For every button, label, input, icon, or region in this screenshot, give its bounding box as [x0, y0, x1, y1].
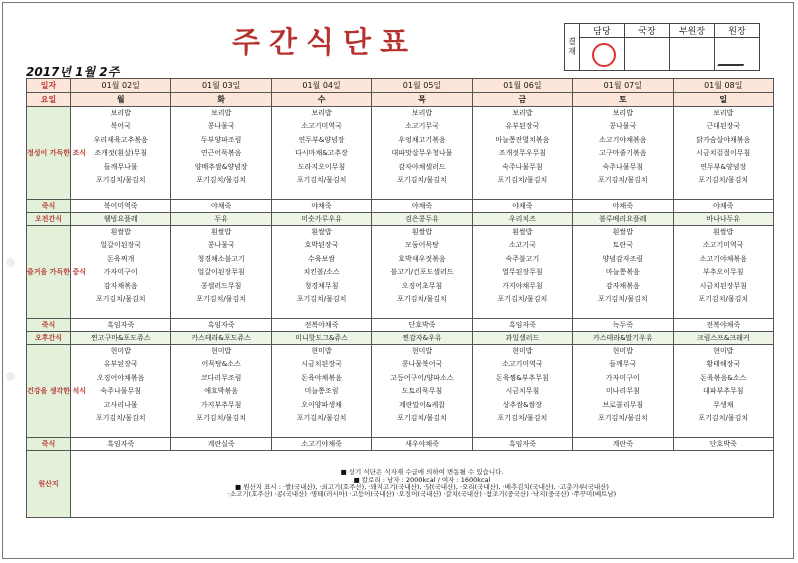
menu-item: 치킨볼/소스	[303, 268, 340, 277]
dinner-cell	[673, 345, 773, 438]
menu-item: 도토리묵무침	[401, 387, 443, 396]
lunch-row	[27, 226, 774, 319]
am-snack-cell: 바나나두유	[673, 213, 773, 226]
lunch-cell	[472, 226, 572, 319]
lunch-cell	[171, 226, 271, 319]
menu-item: 두부양파조림	[200, 135, 242, 144]
lunch-cell	[673, 226, 773, 319]
menu-item: 모둠어묵탕	[405, 241, 439, 250]
dinner-label: 건강을 생각한 석식	[27, 345, 71, 438]
breakfast-cell	[372, 107, 472, 200]
menu-item: 유부된장국	[103, 360, 138, 369]
pm-snack-cell: 크림스프&크래커	[673, 332, 773, 345]
menu-item: 포기김치/물김치	[95, 175, 146, 184]
menu-item: 호박된장국	[304, 241, 339, 250]
menu-item: 시금치된장무침	[699, 281, 747, 290]
menu-item: 가지야채무침	[502, 281, 543, 290]
lunch-label: 즐거움 가득한 중식	[27, 226, 71, 319]
week-label: 2017년 1월 2주	[26, 65, 120, 79]
menu-item: 포기김치/물김치	[296, 413, 347, 422]
menu-item: 소고기무국	[405, 122, 439, 131]
menu-item: 무생채	[713, 400, 734, 409]
breakfast-porridge-cell: 야채죽	[472, 200, 572, 213]
menu-item: 돈육찌개	[107, 254, 135, 263]
menu-item: 들깨무국	[609, 360, 637, 369]
lunch-porridge-label: 죽식	[27, 319, 71, 332]
am-snack-cell: 두유	[171, 213, 271, 226]
date-cell: 01월 08일	[673, 79, 773, 93]
pm-snack-cell: 찐고구마&포도쥬스	[71, 332, 171, 345]
menu-item: 숙주나물무침	[602, 162, 644, 171]
menu-item: 보리밥	[411, 109, 433, 117]
menu-item: 가지부추무침	[200, 400, 242, 409]
signature	[717, 46, 755, 66]
day-label: 요일	[27, 93, 71, 107]
approval-header: 원장	[715, 24, 760, 38]
menu-item: 청경채무침	[304, 281, 339, 290]
breakfast-porridge-label: 죽식	[27, 200, 71, 213]
menu-item: 황태해장국	[706, 360, 741, 369]
dinner-cell	[573, 345, 673, 438]
menu-item: 포기김치/물김치	[397, 413, 447, 422]
menu-item: 열무된장무침	[502, 268, 543, 277]
punch-hole	[6, 258, 15, 267]
dinner-porridge-label: 죽식	[27, 438, 71, 451]
day-cell: 금	[472, 93, 572, 107]
breakfast-cell	[171, 107, 271, 200]
menu-item: 숙주불고기	[505, 254, 540, 263]
menu-item: 흰쌀밥	[411, 228, 433, 236]
menu-item: 포기김치/물김치	[597, 294, 648, 303]
menu-item: 숙주나물무침	[502, 162, 543, 171]
menu-item: 흰쌀밥	[210, 228, 232, 236]
pm-snack-row	[27, 332, 774, 345]
pm-snack-cell: 미니핫도그&쥬스	[271, 332, 371, 345]
day-cell: 수	[271, 93, 371, 107]
lunch-porridge-cell: 녹두죽	[573, 319, 673, 332]
menu-item: 양배추쌈&양념장	[194, 162, 248, 171]
lunch-porridge-cell: 흑임자죽	[71, 319, 171, 332]
dinner-cell	[171, 345, 271, 438]
date-row	[27, 79, 774, 93]
approval-side-label: 결재	[565, 24, 580, 71]
menu-item: 포기김치/물김치	[95, 413, 146, 422]
menu-item: 포기김치/물김치	[95, 294, 146, 303]
menu-item: 애호박볶음	[204, 387, 239, 396]
seal-stamp	[592, 43, 616, 67]
menu-item: 포기김치/물김치	[296, 175, 347, 184]
dinner-porridge-cell: 새우야채죽	[372, 438, 472, 451]
dinner-row	[27, 345, 774, 438]
menu-item: 들깨무나물	[103, 162, 138, 171]
menu-item: 오징어초무침	[401, 281, 443, 290]
approval-box	[564, 23, 760, 71]
menu-item: 호박새우젓볶음	[398, 254, 446, 263]
menu-item: 보리밥	[110, 109, 131, 117]
lunch-cell	[372, 226, 472, 319]
menu-item: 포기김치/물김치	[497, 294, 548, 303]
breakfast-porridge-cell: 북어미역죽	[71, 200, 171, 213]
menu-item: 불고기/건포도샐러드	[390, 268, 454, 277]
menu-table	[26, 78, 774, 518]
lunch-porridge-cell: 전복야채죽	[271, 319, 371, 332]
am-snack-cell: 블루베리요플레	[573, 213, 673, 226]
menu-item: 미늘쫑조림	[304, 387, 339, 396]
menu-item: 포기김치/물김치	[597, 413, 648, 422]
date-cell: 01월 06일	[472, 79, 572, 93]
menu-item: 북어국	[110, 122, 131, 131]
menu-item: 콩나물북어국	[401, 360, 443, 369]
dinner-porridge-row	[27, 438, 774, 451]
menu-item: 감자야채샐러드	[398, 162, 446, 171]
am-snack-cell: 우리치즈	[472, 213, 572, 226]
menu-item: 상추쌈&쌈장	[502, 400, 543, 409]
menu-item: 고사리나물	[103, 400, 138, 409]
breakfast-cell	[472, 107, 572, 200]
menu-item: 오징어야채볶음	[97, 373, 145, 382]
origin-line: ■ 상기 식단은 식자재 수급에 의하여 변동될 수 있습니다.	[340, 468, 504, 477]
menu-item: 현미밥	[713, 347, 734, 355]
dinner-cell	[372, 345, 472, 438]
menu-item: 현미밥	[110, 347, 131, 355]
origin-note	[71, 451, 774, 518]
menu-item: 수육보쌈	[308, 254, 336, 263]
am-snack-label: 오전간식	[27, 213, 71, 226]
approval-sign-cell	[715, 38, 760, 71]
menu-item: 다시마채&고추장	[295, 149, 348, 158]
am-snack-cell: 웰빙요플레	[71, 213, 171, 226]
menu-item: 시금치된장국	[301, 360, 342, 369]
breakfast-porridge-cell: 야채죽	[673, 200, 773, 213]
menu-item: 콩나물국	[609, 122, 637, 131]
menu-item: 보리밥	[512, 109, 533, 117]
dinner-cell	[271, 345, 371, 438]
menu-item: 포기김치/물김치	[196, 294, 246, 303]
menu-item: 소고기국	[508, 241, 536, 250]
dinner-porridge-cell: 흑임자죽	[472, 438, 572, 451]
menu-item: 콩나물국	[207, 241, 235, 250]
menu-item: 소고기야채볶음	[699, 254, 747, 263]
menu-item: 현미밥	[311, 347, 332, 355]
menu-item: 마늘쫑볶음	[605, 268, 640, 277]
breakfast-porridge-row	[27, 200, 774, 213]
menu-item: 흰쌀밥	[713, 228, 734, 236]
menu-item: 마늘쫑잔멸치볶음	[495, 135, 550, 144]
breakfast-row	[27, 107, 774, 200]
menu-item: 소고기미역국	[702, 241, 744, 250]
menu-item: 포기김치/물김치	[698, 175, 749, 184]
menu-item: 계란말이&케찹	[398, 400, 445, 409]
menu-item: 감자채볶음	[605, 281, 640, 290]
dinner-porridge-cell: 계란실죽	[171, 438, 271, 451]
date-cell: 01월 05일	[372, 79, 472, 93]
menu-item: 연근어묵볶음	[200, 149, 242, 158]
menu-item: 포기김치/물김치	[497, 413, 548, 422]
menu-item: 소고기미역국	[301, 122, 342, 131]
dinner-porridge-cell: 소고기야채죽	[271, 438, 371, 451]
breakfast-cell	[573, 107, 673, 200]
day-cell: 화	[171, 93, 271, 107]
menu-item: 청경채소불고기	[197, 254, 245, 263]
menu-item: 부추오이무침	[702, 268, 744, 277]
menu-item: 양념감자조림	[602, 254, 644, 263]
origin-line: ■ 칼로리 : 남자 : 2000kcal / 여자 : 1600kcal	[353, 475, 491, 484]
date-cell: 01월 02일	[71, 79, 171, 93]
menu-item: 현미밥	[512, 347, 533, 355]
lunch-porridge-cell: 흑임자죽	[171, 319, 271, 332]
approval-header: 담당	[580, 24, 625, 38]
date-cell: 01월 03일	[171, 79, 271, 93]
menu-item: 코다리무조림	[200, 373, 242, 382]
pm-snack-cell: 찐감자&우유	[372, 332, 472, 345]
menu-item: 얼갈이된장국	[100, 241, 141, 250]
date-cell: 01월 04일	[271, 79, 371, 93]
menu-item: 포기김치/물김치	[597, 175, 648, 184]
menu-item: 돈육찜&부추무침	[496, 373, 549, 382]
breakfast-cell	[271, 107, 371, 200]
lunch-porridge-cell: 단호박죽	[372, 319, 472, 332]
menu-item: 흰쌀밥	[110, 228, 131, 236]
menu-item: 조개젓무우무침	[498, 149, 547, 158]
menu-item: 연두부&양념장	[298, 135, 345, 144]
menu-item: 포기김치/물김치	[497, 175, 548, 184]
date-label: 일자	[27, 79, 71, 93]
day-cell: 월	[71, 93, 171, 107]
breakfast-cell	[673, 107, 773, 200]
menu-item: 보리밥	[210, 109, 232, 117]
menu-item: 근대된장국	[706, 122, 741, 131]
approval-sign-cell	[670, 38, 715, 71]
menu-item: 대파맛살무우청나물	[391, 149, 453, 158]
menu-item: 어묵탕&소스	[201, 360, 241, 369]
pm-snack-cell: 과일샐러드	[472, 332, 572, 345]
approval-sign-cell	[580, 38, 625, 71]
dinner-porridge-cell: 단호박죽	[673, 438, 773, 451]
pm-snack-label: 오후간식	[27, 332, 71, 345]
menu-item: 보리밥	[713, 109, 734, 117]
menu-item: 보리밥	[311, 109, 332, 117]
am-snack-cell: 검은콩두유	[372, 213, 472, 226]
origin-row	[27, 451, 774, 518]
menu-item: 포기김치/물김치	[196, 413, 246, 422]
lunch-porridge-cell: 전복야채죽	[673, 319, 773, 332]
origin-line: ■ 원산지 표시 : ·쌀(국내산), ·쇠고기(호주산), ·돼지고기(국내산), ·닭(국내산), ·오리(국내산), ·배추김치(국내산), ·고춧가루(국내산)	[235, 483, 609, 491]
menu-item: 미나리무침	[605, 387, 640, 396]
menu-item: 현미밥	[411, 347, 433, 355]
approval-header: 국장	[625, 24, 670, 38]
document-title: 주간식단표	[232, 25, 418, 59]
menu-item: 포기김치/물김치	[698, 294, 749, 303]
menu-item: 돈육볶음&소스	[700, 373, 747, 382]
menu-item: 고구마줄기볶음	[599, 149, 647, 158]
menu-item: 콩샐러드무침	[200, 281, 242, 290]
menu-item: 숙주나물무침	[100, 387, 141, 396]
menu-item: 포기김치/물김치	[698, 413, 749, 422]
am-snack-row	[27, 213, 774, 226]
menu-item: 콩나물국	[207, 122, 235, 131]
day-cell: 토	[573, 93, 673, 107]
menu-item: 닭가슴살야채볶음	[696, 135, 751, 144]
menu-item: 고등어구이/양파소스	[390, 373, 454, 382]
breakfast-porridge-cell: 야채죽	[372, 200, 472, 213]
menu-item: 소고기야채볶음	[599, 135, 647, 144]
menu-item: 브로콜리무침	[602, 400, 644, 409]
menu-item: 시금치무침	[505, 387, 540, 396]
dinner-cell	[472, 345, 572, 438]
menu-item: 포기김치/물김치	[296, 294, 347, 303]
origin-label: 원산지	[27, 451, 71, 518]
menu-item: 시금치겉절이무침	[696, 149, 751, 158]
lunch-cell	[573, 226, 673, 319]
menu-item: 소고기미역국	[502, 360, 543, 369]
menu-item: 흰쌀밥	[512, 228, 533, 236]
approval-sign-cell	[625, 38, 670, 71]
menu-item: 흰쌀밥	[612, 228, 633, 236]
menu-item: 연두부&양념장	[700, 162, 747, 171]
menu-item: 유부된장국	[505, 122, 540, 131]
day-cell: 일	[673, 93, 773, 107]
menu-item: 오이양파생채	[301, 400, 342, 409]
breakfast-label: 정성이 가득한 조식	[27, 107, 71, 200]
dinner-porridge-cell: 계란죽	[573, 438, 673, 451]
menu-item: 토란국	[612, 241, 633, 250]
menu-item: 우리제육고추볶음	[93, 135, 148, 144]
menu-item: 도라지오이무침	[297, 162, 346, 171]
menu-item: 가자미구이	[103, 268, 138, 277]
menu-item: 포기김치/물김치	[196, 175, 246, 184]
origin-line: ·소고기(호주산) ·콩(국내산) ·명태(러시아) ·고등어(국내산) ·오징어(국내산) ·갈치(국내산) ·참조기(중국산) ·낙지(중국산) ·쭈꾸미(베트남)	[227, 490, 617, 499]
menu-item: 현미밥	[612, 347, 633, 355]
day-cell: 목	[372, 93, 472, 107]
menu-item: 얼갈이된장무침	[197, 268, 245, 277]
breakfast-porridge-cell: 야채죽	[171, 200, 271, 213]
pm-snack-cell: 카스테라&포도쥬스	[171, 332, 271, 345]
day-row	[27, 93, 774, 107]
menu-item: 돈육야채볶음	[301, 373, 342, 382]
menu-item: 감자채볶음	[103, 281, 138, 290]
punch-hole	[6, 372, 15, 381]
menu-item: 가자미구이	[605, 373, 640, 382]
breakfast-porridge-cell: 야채죽	[271, 200, 371, 213]
lunch-cell	[271, 226, 371, 319]
breakfast-porridge-cell: 야채죽	[573, 200, 673, 213]
date-cell: 01월 07일	[573, 79, 673, 93]
lunch-porridge-row	[27, 319, 774, 332]
menu-item: 대파부추무침	[702, 387, 744, 396]
menu-item: 조개젓(흰살)무침	[94, 149, 148, 158]
menu-item: 흰쌀밥	[311, 228, 332, 236]
am-snack-cell: 미숫가루우유	[271, 213, 371, 226]
menu-item: 우엉채고기볶음	[398, 135, 446, 144]
lunch-porridge-cell: 흑임자죽	[472, 319, 572, 332]
menu-item: 보리밥	[612, 109, 633, 117]
dinner-porridge-cell: 흑임자죽	[71, 438, 171, 451]
menu-item: 포기김치/물김치	[397, 175, 447, 184]
approval-header: 부원장	[670, 24, 715, 38]
menu-item: 포기김치/물김치	[397, 294, 447, 303]
pm-snack-cell: 카스테라&딸기우유	[573, 332, 673, 345]
menu-item: 현미밥	[210, 347, 232, 355]
